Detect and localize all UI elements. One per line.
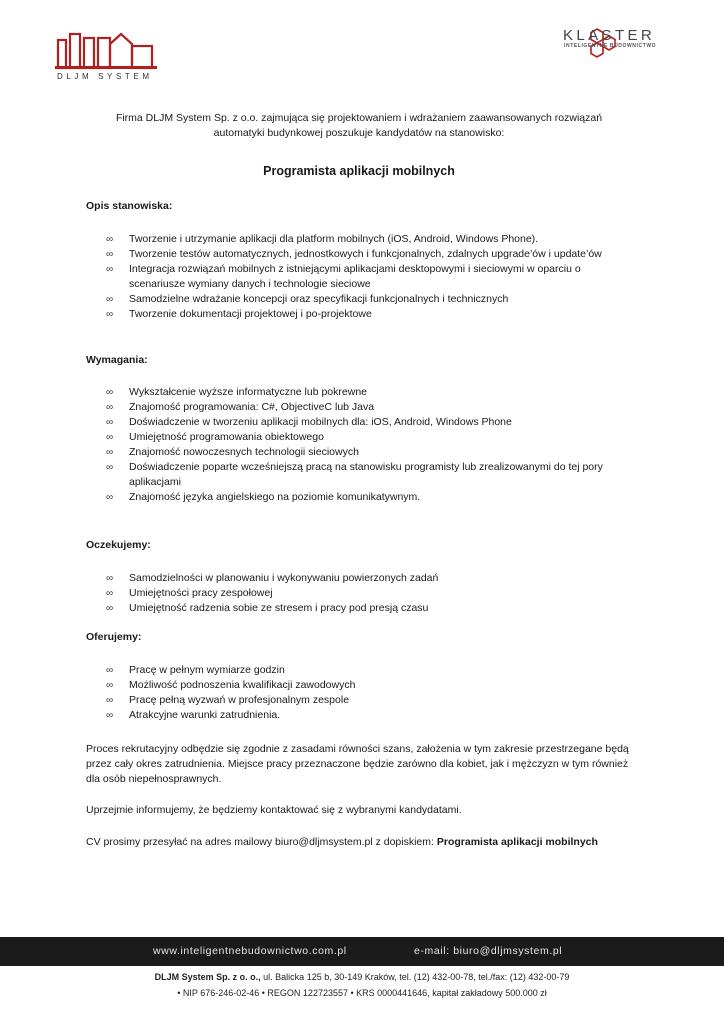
list-item: ∞ Pracę pełną wyzwań w profesjonalnym zespole [106, 694, 350, 706]
intro-line-1: Firma DLJM System Sp. z o.o. zajmująca się projektowaniem i wdrażaniem zaawansowanych rozwiązań [115, 112, 603, 124]
list-item: ∞ Tworzenie dokumentacji projektowej i po-projektowe [106, 308, 372, 320]
list-item: ∞ Znajomość nowoczesnych technologii sieciowych [106, 446, 359, 458]
list-wymagania [106, 385, 636, 505]
list-item: ∞ Samodzielne wdrażanie koncepcji oraz specyfikacji funkcjonalnych i technicznych [106, 293, 509, 305]
section-heading-wymagania: Wymagania: [86, 354, 148, 366]
bullet-icon: ∞ [106, 417, 114, 428]
footer-address [0, 972, 724, 982]
list-item: ∞ Znajomość programowania: C#, ObjectiveC lub Java [106, 401, 375, 413]
bullet-icon: ∞ [106, 462, 114, 473]
list-item: ∞ Umiejętność programowania obiektowego [106, 431, 324, 443]
list-oferujemy [106, 663, 636, 723]
bullet-icon: ∞ [106, 264, 114, 275]
bullet-icon: ∞ [106, 695, 114, 706]
footer-website-link[interactable]: www.inteligentnebudownictwo.com.pl [153, 945, 347, 957]
bullet-icon: ∞ [106, 249, 114, 260]
cv-paragraph [86, 835, 631, 850]
list-item: ∞ Tworzenie testów automatycznych, jednostkowych i funkcjonalnych, zdalnych upgrade’ów i update’ów [106, 248, 602, 260]
footer-address-text: ul. Balicka 125 b, 30-149 Kraków, tel. (12) 432-00-78, tel./fax: (12) 432-00-79 [260, 972, 570, 982]
bullet-icon: ∞ [106, 665, 114, 676]
list-item: ∞ Pracę w pełnym wymiarze godzin [106, 664, 285, 676]
bullet-icon: ∞ [106, 294, 114, 305]
dljm-logo-text: DLJM SYSTEM [57, 72, 153, 81]
bullet-icon: ∞ [106, 402, 114, 413]
list-item: ∞ Znajomość języka angielskiego na poziomie komunikatywnym. [106, 491, 421, 503]
bullet-icon: ∞ [106, 492, 114, 503]
bullet-icon: ∞ [106, 447, 114, 458]
list-item: ∞ Wykształcenie wyższe informatyczne lub pokrewne [106, 386, 367, 398]
intro [86, 111, 632, 141]
bullet-icon: ∞ [106, 573, 114, 584]
intro-line-2: automatyki budynkowej poszukuje kandydatów na stanowisko: [213, 127, 505, 139]
list-oczekujemy [106, 571, 636, 616]
list-item: ∞ Możliwość podnoszenia kwalifikacji zawodowych [106, 679, 356, 691]
bullet-icon: ∞ [106, 588, 114, 599]
section-heading-opis: Opis stanowiska: [86, 200, 173, 212]
bullet-icon: ∞ [106, 710, 114, 721]
list-item: ∞ Tworzenie i utrzymanie aplikacji dla platform mobilnych (iOS, Android, Windows Phone). [106, 233, 539, 245]
klaster-logo-subtitle: INTELIGENTNE BUDOWNICTWO [564, 43, 657, 49]
bullet-icon: ∞ [106, 387, 114, 398]
bullet-icon: ∞ [106, 603, 114, 614]
list-item: ∞ Integracja rozwiązań mobilnych z istniejącymi aplikacjami desktopowymi i sieciowymi w oparciu o scenariusze wymiany danych i technologie sieciowe [106, 263, 581, 290]
bullet-icon: ∞ [106, 680, 114, 691]
cv-subject: Programista aplikacji mobilnych [436, 836, 598, 848]
cv-text: CV prosimy przesyłać na adres mailowy biuro@dljmsystem.pl z dopiskiem: [86, 836, 437, 848]
list-opis [106, 232, 636, 322]
bullet-icon: ∞ [106, 309, 114, 320]
list-item: ∞ Doświadczenie w tworzeniu aplikacji mobilnych dla: iOS, Android, Windows Phone [106, 416, 512, 428]
section-heading-oczekujemy: Oczekujemy: [86, 539, 151, 551]
list-item: ∞ Samodzielności w planowaniu i wykonywaniu powierzonych zadań [106, 572, 439, 584]
footer-email-link[interactable]: e-mail: biuro@dljmsystem.pl [414, 945, 563, 957]
list-item: ∞ Umiejętność radzenia sobie ze stresem i pracy pod presją czasu [106, 602, 429, 614]
section-heading-oferujemy: Oferujemy: [86, 631, 142, 643]
list-item: ∞ Doświadczenie poparte wcześniejszą pracą na stanowisku programisty lub zrealizowanymi do tej pory aplikacjami [106, 461, 603, 488]
footer-company: DLJM System Sp. z o. o., [154, 972, 261, 982]
footer-bar [0, 937, 724, 966]
bullet-icon: ∞ [106, 432, 114, 443]
klaster-logo-name: KLASTER [563, 27, 656, 44]
job-title: Programista aplikacji mobilnych [263, 164, 455, 178]
footer-registry: • NIP 676-246-02-46 • REGON 122723557 • KRS 0000441646, kapitał zakładowy 500.000 zł [177, 988, 547, 998]
recruitment-paragraph: Proces rekrutacyjny odbędzie się zgodnie z zasadami równości szans, założenia w tym zakresie przestrzegane będą przez cały okres zatrudnienia. Miejsce pracy przeznaczone będzie zarówno dla kobiet, jak i mężczyzn w tym również dla osób niepełnosprawnych. [86, 743, 629, 785]
list-item: ∞ Umiejętności pracy zespołowej [106, 587, 273, 599]
bullet-icon: ∞ [106, 234, 114, 245]
list-item: ∞ Atrakcyjne warunki zatrudnienia. [106, 709, 281, 721]
contact-paragraph: Uprzejmie informujemy, że będziemy kontaktować się z wybranymi kandydatami. [86, 804, 462, 816]
